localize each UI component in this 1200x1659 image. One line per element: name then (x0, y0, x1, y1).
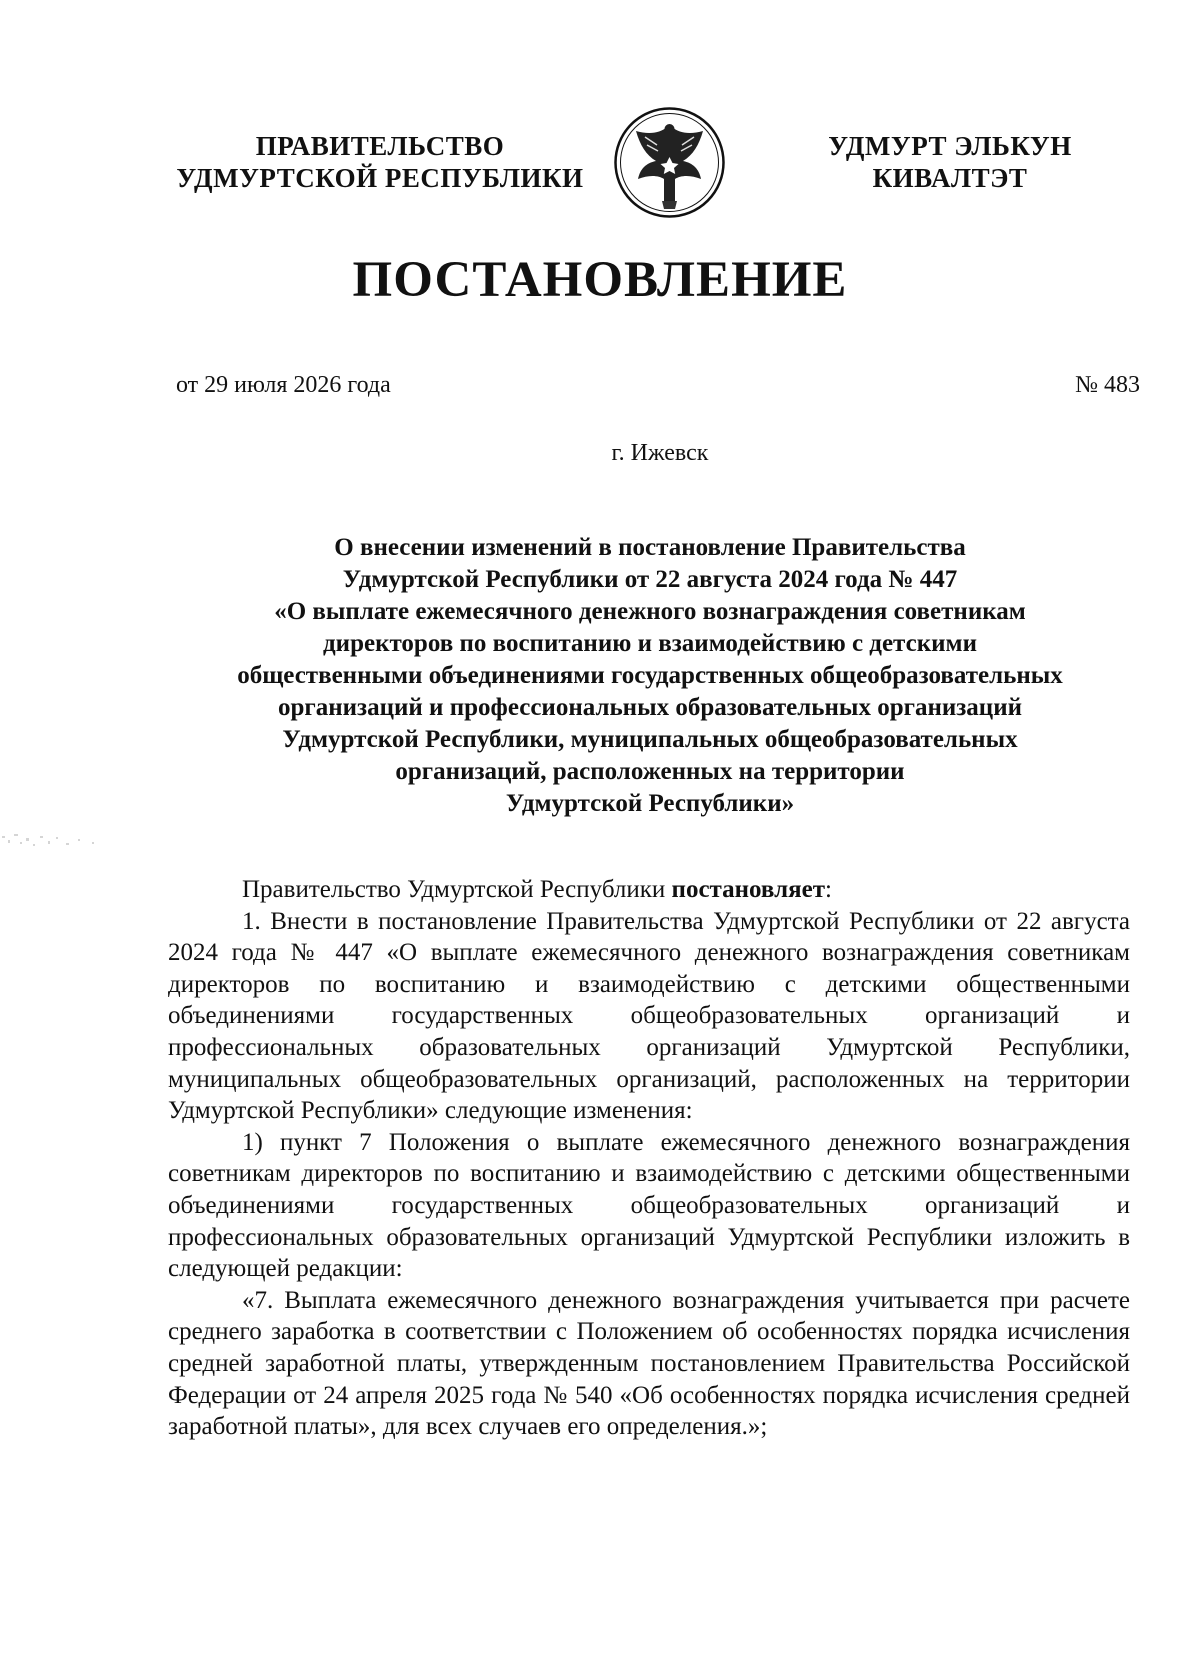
enacting-clause-colon: : (825, 876, 832, 903)
document-subject (168, 532, 1132, 820)
document-type-title: ПОСТАНОВЛЕНИЕ (352, 252, 848, 308)
enacting-clause-text: Правительство Удмуртской Республики (242, 876, 672, 903)
paragraph-1: 1. Внести в постановление Правительства Удмуртской Республики от 22 августа 2024 года № 447 «О выплате ежемесячного денежного вознаграждения советникам директоров по воспитанию и взаимодействию с детскими общественными объединениями государственных общеобразовательных организаций и профессиональных образовательных организаций Удмуртской Республики, муниципальных общеобразовательных организаций, расположенных на территории Удмуртской Республики» следующие изменения: (168, 907, 1130, 1125)
subject-line: организаций, расположенных на территории (395, 758, 905, 785)
subject-line: директоров по воспитанию и взаимодействию с детскими (323, 630, 977, 657)
paragraph-1-1: 1) пункт 7 Положения о выплате ежемесячного денежного вознаграждения советникам директоров по воспитанию и взаимодействию с детскими общественными объединениями государственных общеобразовательных организаций и профессиональных образовательных организаций Удмуртской Республики изложить в следующей редакции: (168, 1128, 1130, 1283)
issuer-udmurt-line-2: КИВАЛТЭТ (872, 163, 1028, 193)
issuer-line-2: УДМУРТСКОЙ РЕСПУБЛИКИ (176, 163, 584, 193)
subject-line: организаций и профессиональных образовательных организаций (277, 694, 1023, 721)
scan-artifact (0, 830, 110, 860)
enacting-clause-verb: постановляет (671, 876, 826, 903)
subject-line: общественными объединениями государственных общеобразовательных (237, 662, 1063, 689)
issuer-udmurt-line-1: УДМУРТ ЭЛЬКУН (828, 131, 1072, 161)
document-number: № 483 (1075, 372, 1140, 398)
issuer-line-1: ПРАВИТЕЛЬСТВО (255, 131, 505, 161)
subject-line: «О выплате ежемесячного денежного вознаграждения советникам (274, 598, 1026, 625)
subject-line: Удмуртской Республики от 22 августа 2024 года № 447 (342, 566, 958, 593)
subject-line: Удмуртской Республики, муниципальных общеобразовательных (282, 726, 1018, 753)
paragraph-amended-clause-7: «7. Выплата ежемесячного денежного вознаграждения учитывается при расчете среднего заработка в соответствии с Положением об особенностях порядка исчисления средней заработной платы, утвержденным постановлением Правительства Российской Федерации от 24 апреля 2025 года № 540 «Об особенностях порядка исчисления средней заработной платы», для всех случаев его определения.»; (168, 1286, 1130, 1441)
subject-line: О внесении изменений в постановление Правительства (334, 534, 966, 561)
coat-of-arms-icon (612, 105, 727, 220)
document-date: от 29 июля 2026 года (176, 372, 391, 398)
issuer-name-udmurt (800, 130, 1100, 194)
issuer-name-russian (150, 130, 610, 194)
subject-line: Удмуртской Республики» (505, 790, 795, 817)
enacting-clause (168, 874, 1130, 906)
document-city: г. Ижевск (611, 440, 709, 466)
document-body (168, 874, 1130, 1443)
